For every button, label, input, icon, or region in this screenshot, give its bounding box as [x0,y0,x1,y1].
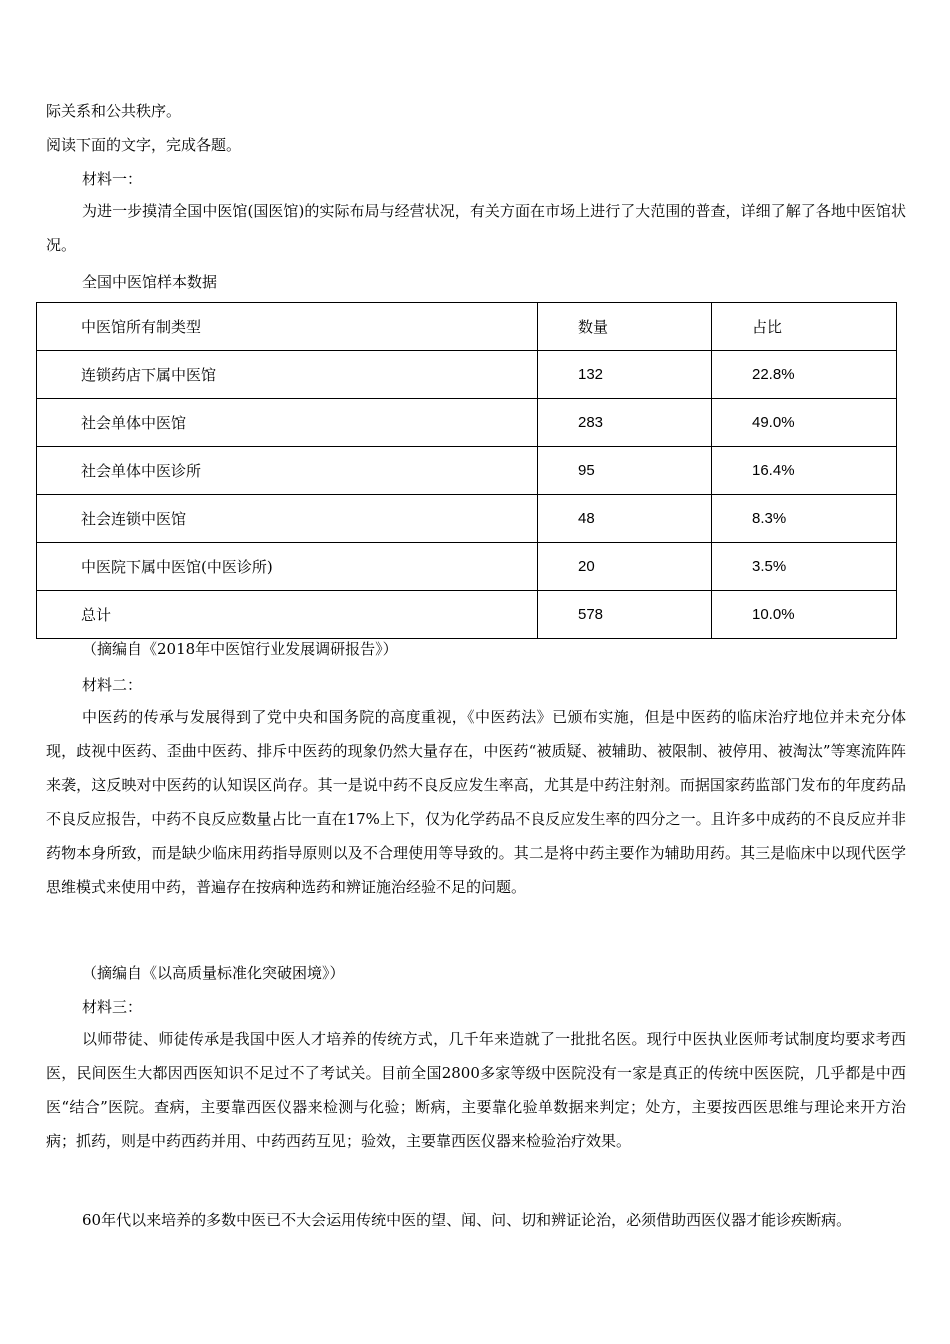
table-cell-count: 283 [538,399,712,447]
source-citation-1: （摘编自《2018年中医馆行业发展调研报告》） [82,640,398,658]
instruction-line: 阅读下面的文字，完成各题。 [46,136,242,154]
table-caption: 全国中医馆样本数据 [82,273,218,291]
table-header-type: 中医馆所有制类型 [37,303,538,351]
table-cell-count: 578 [538,591,712,639]
table-cell-count: 132 [538,351,712,399]
table-row [37,495,897,543]
source-citation-2: （摘编自《以高质量标准化突破困境》） [82,964,345,982]
material2-paragraph: 中医药的传承与发展得到了党中央和国务院的高度重视，《中医药法》已颁布实施，但是中医药的临床治疗地位并未充分体现，歧视中医药、歪曲中医药、排斥中医药的现象仍然大量存在，中医药“被质疑、被辅助、被限制、被停用、被淘汰”等寒流阵阵来袭，这反映对中医药的认知误区尚存。其一是说中药不良反应发生率高，尤其是中药注射剂。而据国家药监部门发布的年度药品不良反应报告，中药不良反应数量占比一直在17%上下，仅为化学药品不良反应发生率的四分之一。且许多中成药的不良反应并非药物本身所致，而是缺少临床用药指导原则以及不合理使用等导致的。其二是将中药主要作为辅助用药。其三是临床中以现代医学思维模式来使用中药，普遍存在按病种选药和辨证施治经验不足的问题。 [46,708,906,896]
table-cell-ratio: 22.8% [712,351,897,399]
table-cell-type: 社会单体中医诊所 [37,447,538,495]
table-row-total [37,591,897,639]
table-cell-count: 48 [538,495,712,543]
table-cell-count: 95 [538,447,712,495]
table-cell-count: 20 [538,543,712,591]
table-cell-type: 社会单体中医馆 [37,399,538,447]
table-cell-ratio: 8.3% [712,495,897,543]
material3-paragraph-1: 以师带徒、师徒传承是我国中医人才培养的传统方式，几千年来造就了一批批名医。现行中医执业医师考试制度均要求考西医，民间医生大都因西医知识不足过不了考试关。目前全国2800多家等级中医院没有一家是真正的传统中医医院，几乎都是中西医“结合”医院。查病，主要靠西医仪器来检测与化验；断病，主要靠化验单数据来判定；处方，主要按西医思维与理论来开方治病；抓药，则是中药西药并用、中药西药互见；验效，主要靠西医仪器来检验治疗效果。 [46,1030,906,1150]
table-row [37,351,897,399]
material3-paragraph-2: 60年代以来培养的多数中医已不大会运用传统中医的望、闻、问、切和辨证论治，必须借助西医仪器才能诊疾断病。 [82,1211,852,1229]
table-cell-type: 总计 [37,591,538,639]
data-table [36,302,897,639]
material3-heading: 材料三： [82,998,143,1016]
material1-paragraph: 为进一步摸清全国中医馆(国医馆)的实际布局与经营状况，有关方面在市场上进行了大范围的普查，详细了解了各地中医馆状况。 [46,202,906,254]
material2-heading: 材料二： [82,676,143,694]
table-cell-ratio: 49.0% [712,399,897,447]
table-cell-type: 中医院下属中医馆(中医诊所) [37,543,538,591]
material1-heading: 材料一： [82,170,143,188]
table-row [37,399,897,447]
text-line-continuation: 际关系和公共秩序。 [46,102,182,120]
table-cell-ratio: 16.4% [712,447,897,495]
table-cell-ratio: 10.0% [712,591,897,639]
table-header-count: 数量 [538,303,712,351]
table-cell-ratio: 3.5% [712,543,897,591]
table-header-row [37,303,897,351]
table-cell-type: 连锁药店下属中医馆 [37,351,538,399]
table-cell-type: 社会连锁中医馆 [37,495,538,543]
table-row [37,543,897,591]
table-header-ratio: 占比 [712,303,897,351]
table-row [37,447,897,495]
